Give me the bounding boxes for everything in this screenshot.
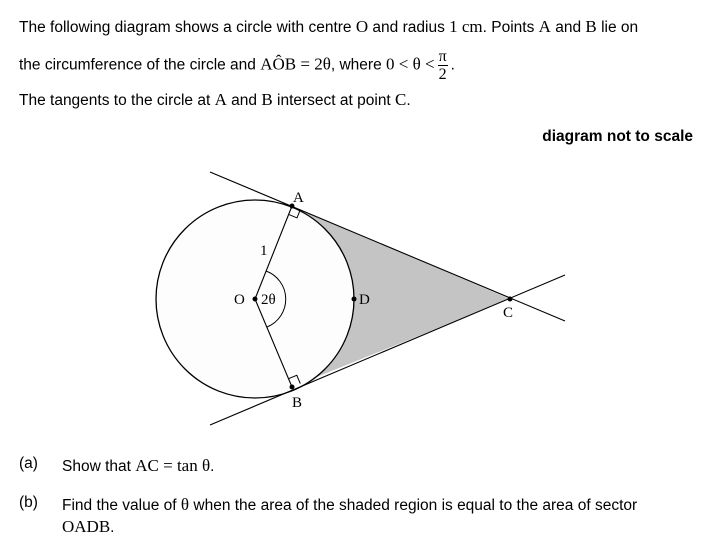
- question-b-text: [62, 494, 687, 538]
- label-angle: 2θ: [261, 292, 276, 308]
- math-C: C: [395, 90, 407, 109]
- question-a-label: (a): [19, 455, 38, 472]
- label-C: C: [503, 305, 514, 321]
- intro-text: the circumference of the circle and: [19, 56, 261, 74]
- label-B: B: [292, 395, 303, 411]
- intro-text: The following diagram shows a circle with centre: [19, 19, 356, 36]
- question-text: when the area of the shaded region is equal to the area of sector: [189, 497, 638, 514]
- math-expression: AC = tan θ: [135, 456, 211, 475]
- intro-text: . Points: [482, 19, 539, 36]
- math-O: O: [355, 17, 369, 36]
- question-text: Show that: [62, 458, 136, 475]
- math-A: A: [214, 90, 227, 109]
- intro-text: intersect at point: [272, 92, 396, 109]
- question-text: .: [110, 519, 115, 536]
- fraction-denominator: 2: [438, 66, 447, 83]
- label-O: O: [234, 292, 245, 308]
- point-D: [352, 297, 357, 302]
- intro-text: and: [226, 92, 262, 109]
- label-D: D: [359, 292, 370, 308]
- intro-text: lie on: [596, 19, 639, 36]
- math-A: A: [538, 17, 551, 36]
- math-radius: 1 cm: [449, 17, 483, 36]
- label-A: A: [293, 190, 304, 206]
- intro-text: and radius: [368, 19, 450, 36]
- diagram-note: diagram not to scale: [542, 128, 693, 145]
- math-B: B: [585, 17, 597, 36]
- question-text: .: [210, 458, 215, 475]
- intro-text: The tangents to the circle at: [19, 92, 215, 109]
- question-b-label: (b): [19, 494, 38, 511]
- intro-text: .: [450, 56, 455, 74]
- math-angle-expr: AÔB = 2θ: [260, 54, 331, 74]
- question-text: Find the value of: [62, 497, 181, 514]
- point-B: [290, 385, 295, 390]
- math-range: 0 < θ <: [386, 54, 435, 74]
- question-a-text: [62, 455, 687, 477]
- label-radius: 1: [260, 243, 268, 259]
- point-O: [253, 297, 258, 302]
- math-B: B: [261, 90, 273, 109]
- math-theta: θ: [180, 495, 190, 514]
- intro-text: .: [406, 92, 411, 109]
- math-sector: OADB: [62, 517, 111, 536]
- point-C: [508, 297, 513, 302]
- intro-text: , where: [330, 56, 386, 74]
- fraction-numerator: π: [438, 48, 447, 65]
- intro-text: and: [550, 19, 586, 36]
